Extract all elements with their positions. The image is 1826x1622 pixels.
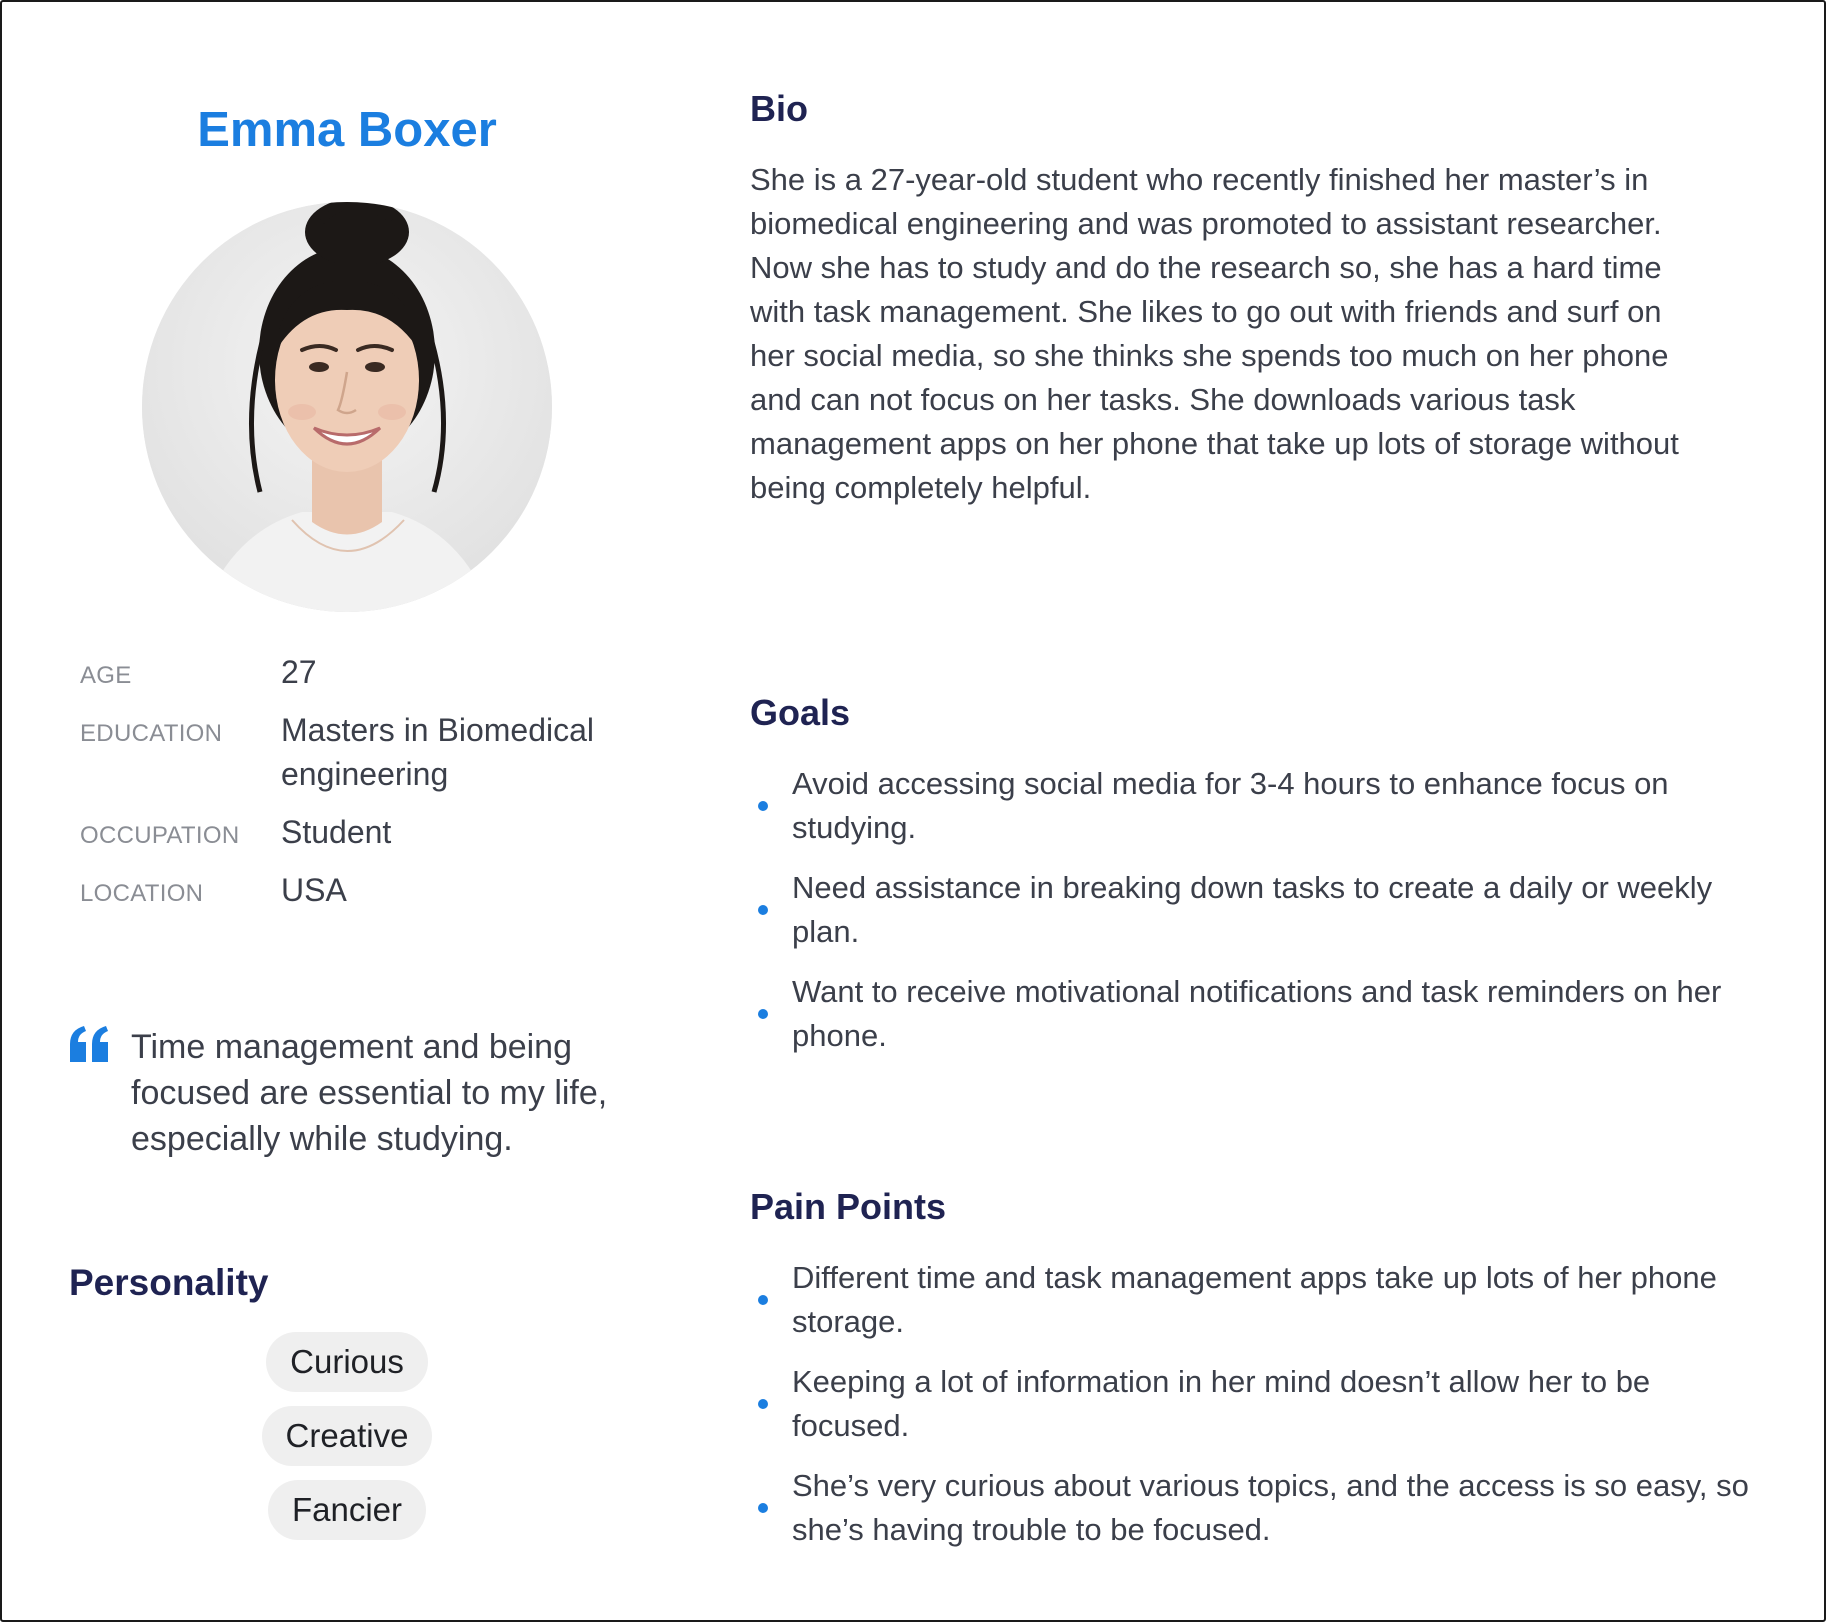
goal-text: Avoid accessing social media for 3-4 hours to enhance focus on studying. <box>792 766 1669 845</box>
detail-value: Masters in Biomedical engineering <box>281 712 594 792</box>
detail-value: 27 <box>281 654 317 690</box>
personality-tag: Curious <box>266 1332 428 1392</box>
bullet-dot <box>758 1295 768 1305</box>
personality-title: Personality <box>69 1262 269 1303</box>
pain-point-text: Different time and task management apps take up lots of her phone storage. <box>792 1260 1717 1339</box>
detail-row-education <box>80 708 640 796</box>
detail-value: USA <box>281 872 347 908</box>
detail-row-occupation <box>80 810 640 854</box>
goals-title: Goals <box>750 692 851 733</box>
bullet-dot <box>758 1399 768 1409</box>
bullet-dot <box>758 1009 768 1019</box>
detail-label: AGE <box>80 662 132 689</box>
goals-list <box>750 762 1770 1074</box>
detail-label: OCCUPATION <box>80 822 240 849</box>
quote-icon <box>68 1026 110 1062</box>
bio-text: She is a 27-year-old student who recently finished her master’s in biomedical engineering and was promoted to assistant researcher. Now she has to study and do the research so, she has a hard time with task management. She likes to go out with friends and surf on her social media, so she thinks she spends too much on her phone and can not focus on her tasks. She downloads various task management apps on her phone that take up lots of storage without being completely helpful. <box>750 162 1679 505</box>
personality-tags <box>182 1332 512 1554</box>
goal-item <box>750 762 1770 850</box>
pain-point-text: Keeping a lot of information in her mind doesn’t allow her to be focused. <box>792 1364 1651 1443</box>
avatar-photo <box>142 202 552 612</box>
goal-item <box>750 866 1770 954</box>
bullet-dot <box>758 1503 768 1513</box>
persona-name: Emma Boxer <box>197 103 497 157</box>
persona-quote <box>68 1024 628 1162</box>
detail-label: EDUCATION <box>80 720 223 747</box>
pain-points-title: Pain Points <box>750 1186 947 1227</box>
pain-point-text: She’s very curious about various topics, and the access is so easy, so she’s having trouble to be focused. <box>792 1468 1749 1547</box>
bullet-dot <box>758 801 768 811</box>
pain-point-item <box>750 1256 1770 1344</box>
bullet-dot <box>758 905 768 915</box>
detail-row-age <box>80 650 640 694</box>
goal-text: Want to receive motivational notifications and task reminders on her phone. <box>792 974 1722 1053</box>
bio-title: Bio <box>750 88 808 129</box>
persona-details <box>80 650 640 926</box>
avatar <box>142 202 552 612</box>
pain-points-list <box>750 1256 1770 1568</box>
personality-tag: Fancier <box>268 1480 426 1540</box>
pain-point-item <box>750 1464 1770 1552</box>
goal-text: Need assistance in breaking down tasks to create a daily or weekly plan. <box>792 870 1713 949</box>
personality-tag: Creative <box>262 1406 433 1466</box>
goal-item <box>750 970 1770 1058</box>
detail-label: LOCATION <box>80 880 204 907</box>
detail-row-location <box>80 868 640 912</box>
detail-value: Student <box>281 814 392 850</box>
pain-point-item <box>750 1360 1770 1448</box>
quote-text: Time management and being focused are essential to my life, especially while studying. <box>131 1028 608 1158</box>
